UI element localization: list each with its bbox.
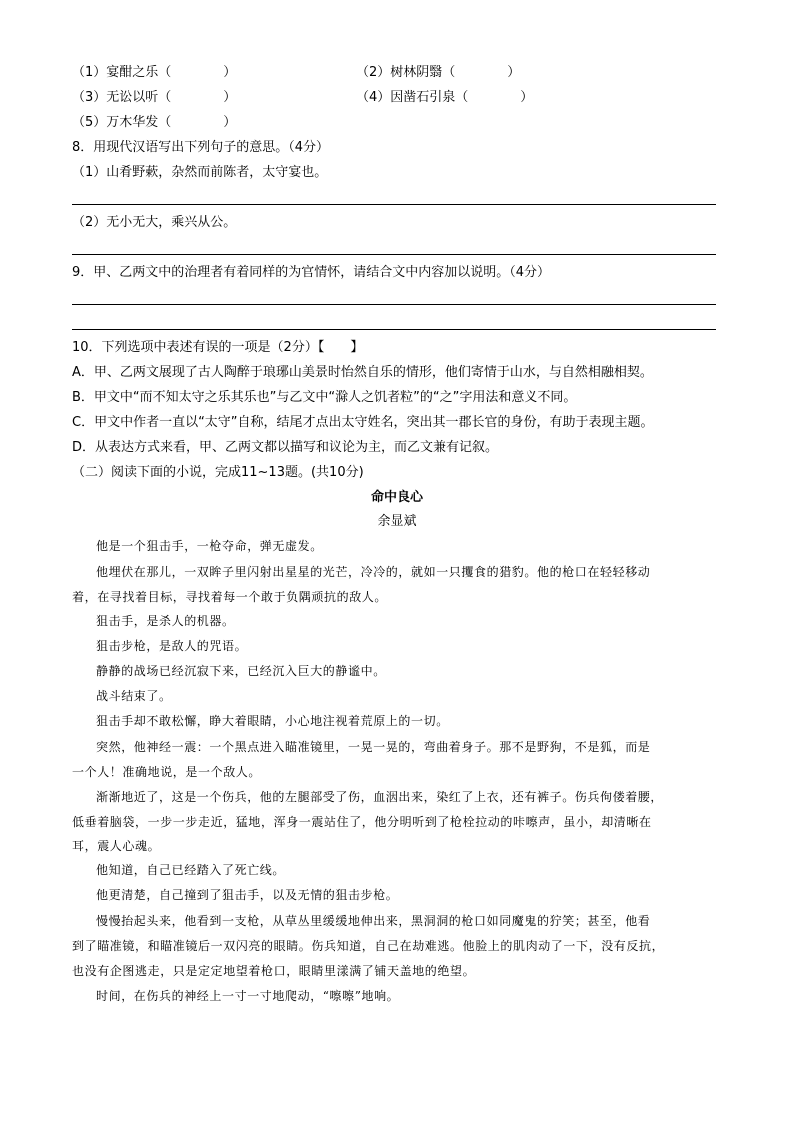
q8-stem: 8．用现代汉语写出下列句子的意思。（4分） <box>72 140 330 155</box>
story-line: 静静的战场已经沉寂下来，已经沉入巨大的静谧中。 <box>96 664 386 678</box>
story-line: 狙击手却不敢松懈，睁大着眼睛，小心地注视着荒原上的一切。 <box>96 714 449 728</box>
answer-line <box>72 254 716 255</box>
story-line: 狙击手，是杀人的机器。 <box>96 614 235 628</box>
q10-option-b: B．甲文中“而不知太守之乐其乐也”与乙文中“滁人之饥者粒”的“之”字用法和意义不同。 <box>72 390 577 405</box>
vocab-item-1: （1）宴酣之乐（ ） <box>72 65 237 80</box>
story-line: 他更清楚，自己撞到了狙击手，以及无情的狙击步枪。 <box>96 888 399 902</box>
story-line: 突然，他神经一震：一个黑点进入瞄准镜里，一晃一晃的，弯曲着身子。那不是野狗，不是狐，而是 <box>96 740 651 754</box>
vocab-item-2: （2）树林阴翳（ ） <box>356 65 521 80</box>
story-line: 狙击步枪，是敌人的咒语。 <box>96 639 248 653</box>
story-line: 一个人！准确地说，是一个敌人。 <box>72 765 262 779</box>
q10-option-d: D．从表达方式来看，甲、乙两文都以描写和议论为主，而乙文兼有记叙。 <box>72 440 499 455</box>
answer-line <box>72 304 716 305</box>
story-line: 慢慢抬起头来，他看到一支枪，从草丛里缓缓地伸出来，黑洞洞的枪口如同魔鬼的狞笑；甚至，他看 <box>96 914 651 928</box>
story-title: 命中良心 <box>370 490 423 505</box>
story-line: 着，在寻找着目标，寻找着每一个敢于负隅顽抗的敌人。 <box>72 590 388 604</box>
q10-option-c: C．甲文中作者一直以“太守”自称，结尾才点出太守姓名，突出其一郡长官的身份，有助于表现主题。 <box>72 415 654 430</box>
answer-line <box>72 204 716 205</box>
story-line: 低垂着脑袋，一步一步走近，猛地，浑身一震站住了，他分明听到了枪栓拉动的咔嚓声，虽小，却清晰在 <box>72 815 652 829</box>
answer-line <box>72 329 716 330</box>
q8-sentence-2: （2）无小无大，乘兴从公。 <box>72 215 237 230</box>
q10-option-a: A．甲、乙两文展现了古人陶醉于琅琊山美景时怡然自乐的情形，他们寄情于山水，与自然相融相契。 <box>72 365 653 380</box>
q9-stem: 9．甲、乙两文中的治理者有着同样的为官情怀，请结合文中内容加以说明。（4分） <box>72 265 551 280</box>
story-line: 他是一个狙击手，一枪夺命，弹无虚发。 <box>96 539 323 553</box>
vocab-item-5: （5）万木华发（ ） <box>72 115 237 130</box>
story-line: 耳，震人心魂。 <box>72 839 161 853</box>
q8-sentence-1: （1）山肴野蔌，杂然而前陈者，太守宴也。 <box>72 165 328 180</box>
vocab-item-4: （4）因凿石引泉（ ） <box>356 90 534 105</box>
q10-stem: 10．下列选项中表述有误的一项是（2分）【 】 <box>72 340 364 355</box>
story-line: 渐渐地近了，这是一个伤兵，他的左腿部受了伤，血洇出来，染红了上衣，还有裤子。伤兵佝偻着腰， <box>96 790 664 804</box>
story-line: 也没有企图逃走，只是定定地望着枪口，眼睛里漾满了铺天盖地的绝望。 <box>72 964 476 978</box>
story-line: 他埋伏在那儿，一双眸子里闪射出星星的光芒，冷冷的，就如一只攫食的猎豹。他的枪口在轻轻移动 <box>96 565 651 579</box>
story-line: 战斗结束了。 <box>96 689 172 703</box>
story-line: 他知道，自己已经踏入了死亡线。 <box>96 863 286 877</box>
story-line: 到了瞄准镜，和瞄准镜后一双闪亮的眼睛。伤兵知道，自己在劫难逃。他脸上的肌肉动了一下，没有反抗， <box>72 939 665 953</box>
vocab-item-3: （3）无讼以听（ ） <box>72 90 237 105</box>
section-heading: （二）阅读下面的小说，完成11~13题。(共10分) <box>72 465 364 480</box>
story-line: 时间，在伤兵的神经上一寸一寸地爬动，“嚓嚓”地响。 <box>96 989 400 1003</box>
story-author: 余显斌 <box>377 514 417 529</box>
